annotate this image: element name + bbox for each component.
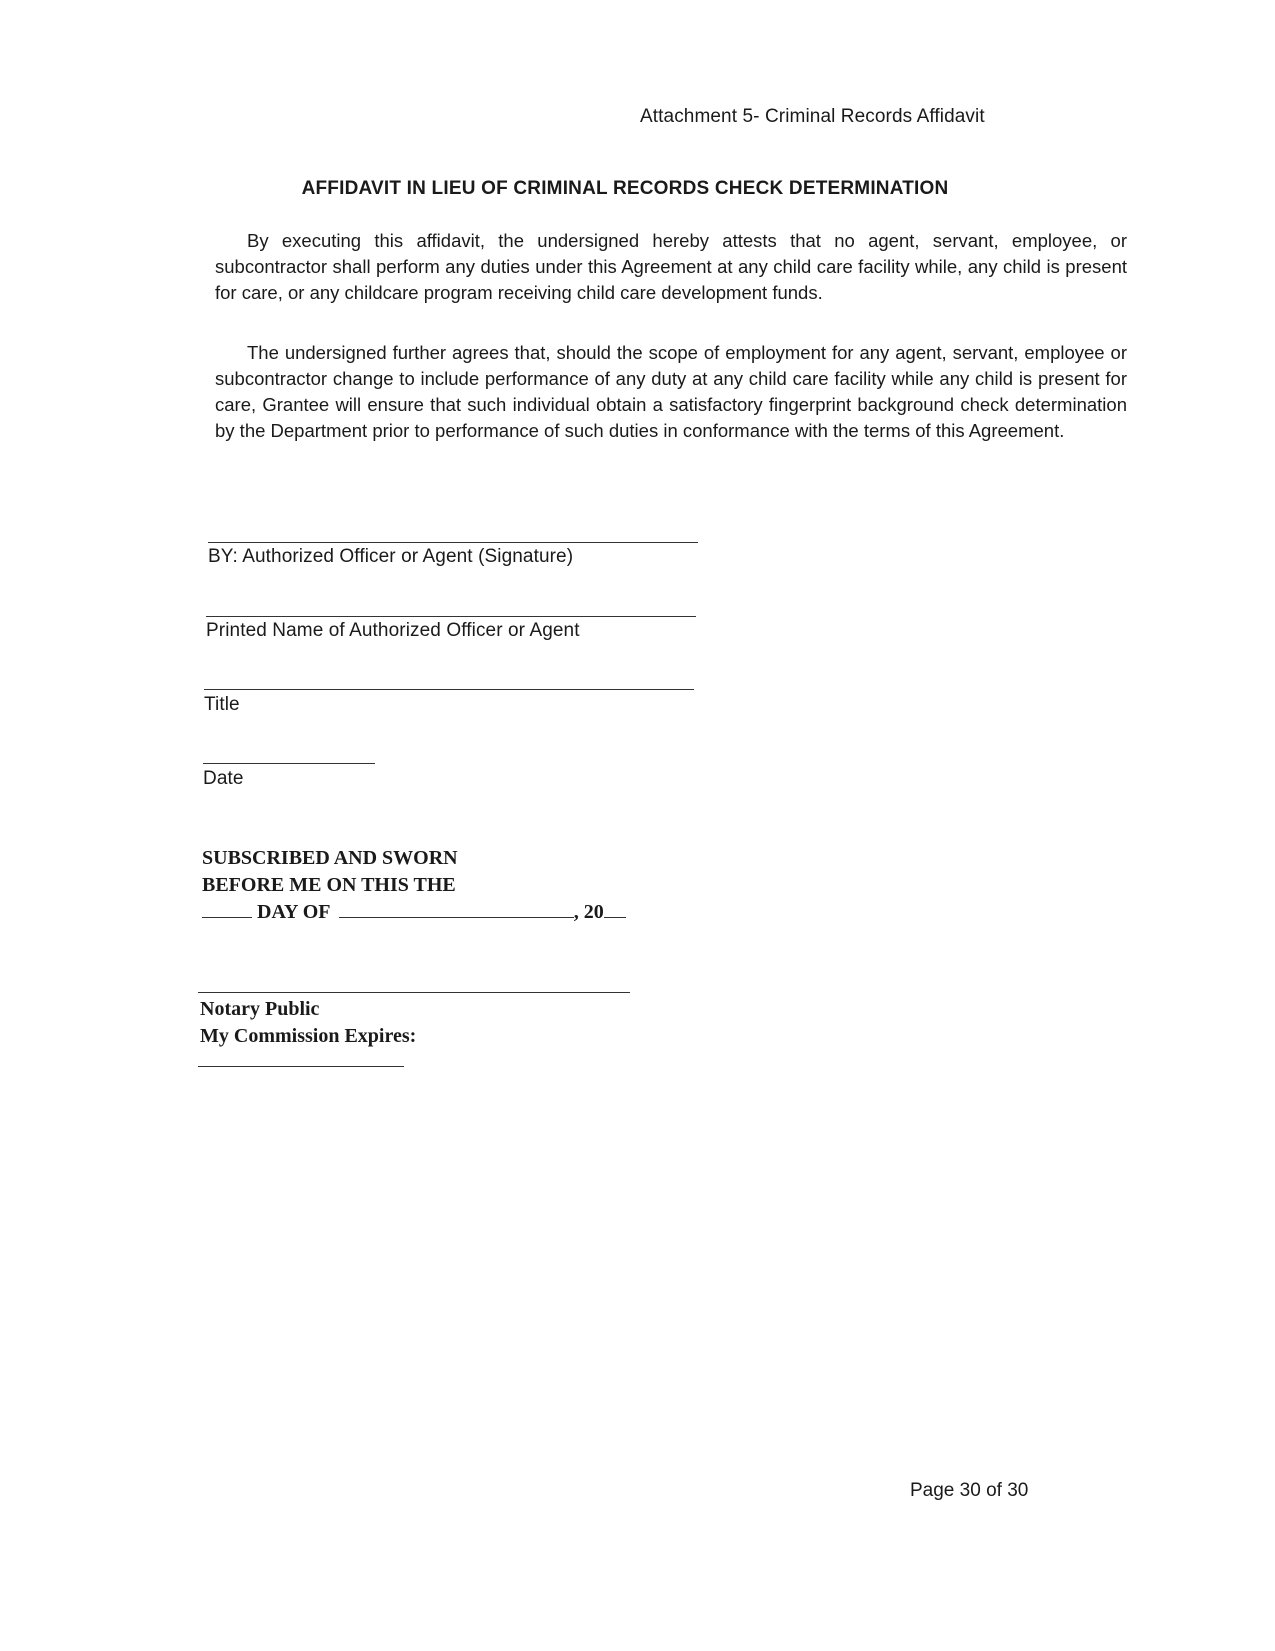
year-blank[interactable]	[604, 899, 626, 918]
day-blank[interactable]	[202, 899, 252, 918]
notary-block	[200, 996, 416, 1050]
commission-expires-label: My Commission Expires:	[200, 1025, 417, 1047]
date-label: Date	[203, 768, 244, 789]
month-blank[interactable]	[339, 899, 574, 918]
signature-line[interactable]	[208, 542, 698, 543]
sworn-block	[202, 845, 626, 926]
printed-name-line[interactable]	[206, 616, 696, 617]
page-number: Page 30 of 30	[910, 1480, 1029, 1501]
day-of-line	[202, 899, 626, 926]
attachment-header: Attachment 5- Criminal Records Affidavit	[640, 106, 985, 127]
printed-name-label: Printed Name of Authorized Officer or Agent	[206, 620, 580, 641]
title-line[interactable]	[204, 689, 694, 690]
paragraph-further-agreement: The undersigned further agrees that, should the scope of employment for any agent, servant, employee or subcontractor change to include performance of any duty at any child care facility while any child is present for care, Grantee will ensure that such individual obtain a satisfactory fingerprint background check determination by the Department prior to performance of such duties in conformance with the terms of this Agreement.	[215, 342, 1127, 441]
title-label: Title	[204, 694, 240, 715]
year-prefix: , 20	[573, 901, 604, 923]
signature-label: BY: Authorized Officer or Agent (Signature)	[208, 546, 574, 567]
sworn-line-2: BEFORE ME ON THIS THE	[202, 874, 456, 896]
paragraph-attestation: By executing this affidavit, the undersigned hereby attests that no agent, servant, employee, or subcontractor shall perform any duties under this Agreement at any child care facility while, any child is present for care, or any childcare program receiving child care development funds.	[215, 230, 1127, 303]
date-line[interactable]	[203, 763, 375, 764]
document-title: AFFIDAVIT IN LIEU OF CRIMINAL RECORDS CHECK DETERMINATION	[301, 178, 949, 199]
sworn-line-1: SUBSCRIBED AND SWORN	[202, 847, 458, 869]
notary-public-label: Notary Public	[200, 998, 320, 1020]
notary-signature-line[interactable]	[198, 992, 630, 993]
day-of-text: DAY OF	[257, 901, 330, 923]
commission-expires-line[interactable]	[198, 1066, 404, 1067]
